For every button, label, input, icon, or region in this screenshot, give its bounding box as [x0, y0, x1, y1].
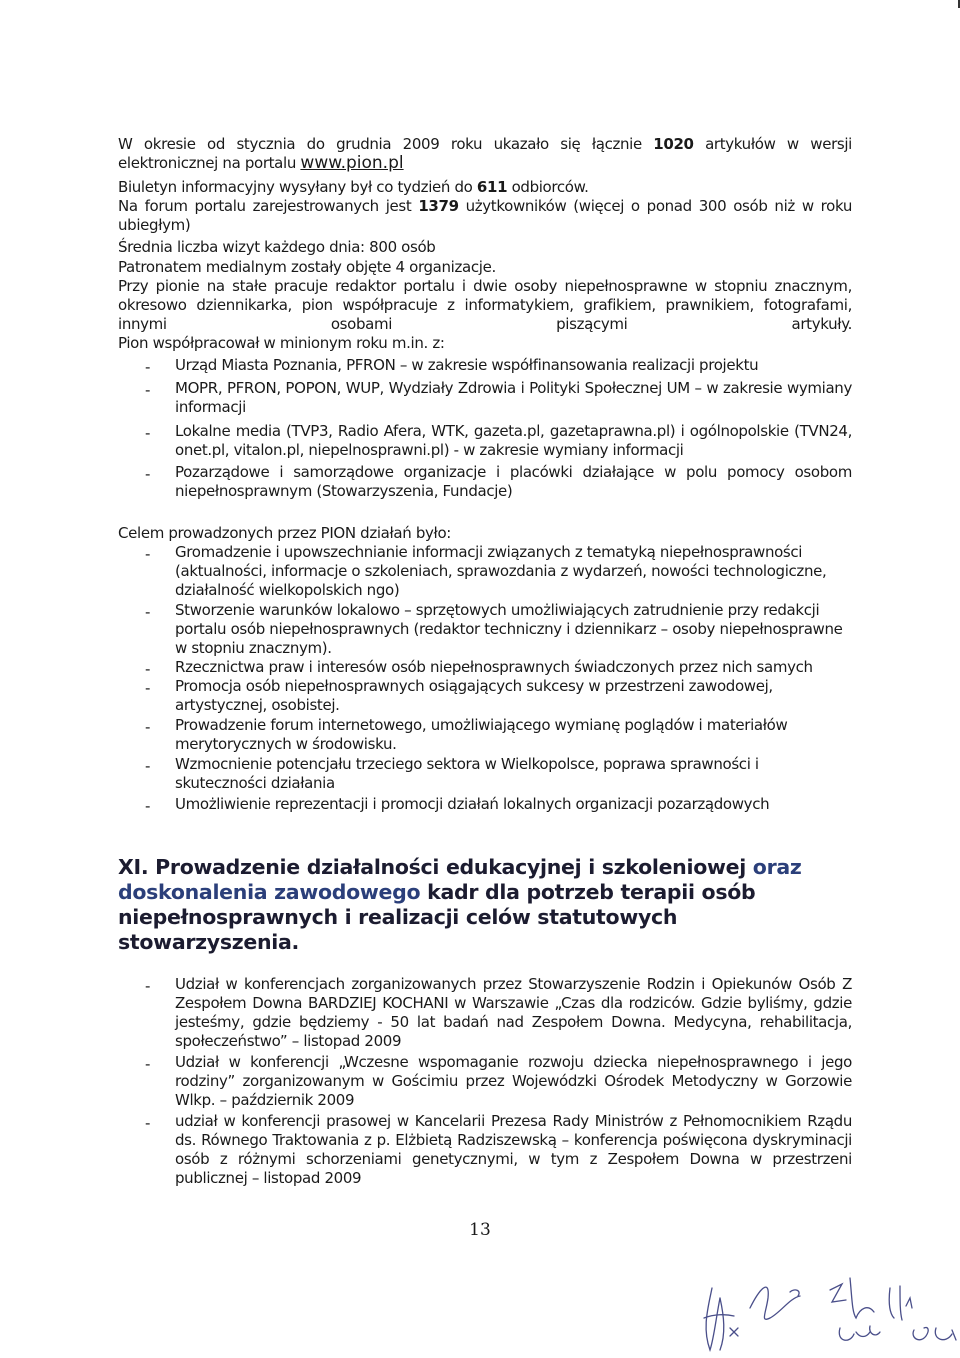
text: artykułów w wersji	[693, 135, 852, 153]
page-number: 13	[469, 1220, 491, 1240]
staff-paragraph: Przy pionie na stałe pracuje redaktor portalu i dwie osoby niepełnosprawne w stopniu znacznym, okresowo dziennikarka, pion współpracuje z informatykiem, grafikiem, prawnikiem, fotografami, innymi osobami piszącymi artykuły.	[118, 277, 852, 333]
text: Na forum portalu zarejestrowanych jest	[118, 197, 419, 215]
list-dash: -	[145, 977, 151, 995]
text: W okresie od stycznia do grudnia 2009 roku ukazało się łącznie	[118, 135, 654, 153]
heading-text: kadr dla potrzeb terapii osób niepełnosprawnych i realizacji celów statutowych stowarzyszenia.	[118, 880, 756, 954]
forum-users-count: 1379	[418, 197, 459, 215]
list-dash: -	[145, 797, 151, 815]
list-item: Urząd Miasta Poznania, PFRON – w zakresie współfinansowania realizacji projektu	[175, 356, 759, 374]
text: Biuletyn informacyjny wysyłany był co tydzień do	[118, 178, 477, 196]
portal-line	[118, 154, 404, 173]
text: użytkowników (więcej o ponad 300 osób niż w roku	[458, 197, 852, 215]
patronage-line: Patronatem medialnym zostały objęte 4 organizacje.	[118, 258, 496, 276]
list-item: udział w konferencji prasowej w Kancelarii Prezesa Rady Ministrów z Pełnomocnikiem Rządu ds. Równego Traktowania z p. Elżbietą Radziszewską – konferencja poświęcona dyskryminacji osób z różnymi schorzeniami genetycznymi, w tym z Zespołem Downa w przestrzeni publicznej – listopad 2009	[175, 1112, 852, 1187]
text: odbiorców.	[507, 178, 589, 196]
text: elektronicznej na portalu	[118, 154, 301, 172]
list-dash: -	[145, 603, 151, 621]
visits-line: Średnia liczba wizyt każdego dnia: 800 osób	[118, 238, 436, 256]
forum-line	[118, 197, 852, 235]
list-dash: -	[145, 660, 151, 678]
list-dash: -	[145, 545, 151, 563]
heading-highlight: oraz doskonalenia zawodowego	[118, 855, 802, 904]
portal-link[interactable]: www.pion.pl	[300, 153, 404, 173]
newsletter-count: 611	[476, 178, 508, 196]
list-item: Prowadzenie forum internetowego, umożliwiającego wymianę poglądów i materiałów merytorycznych w środowisku.	[175, 716, 788, 753]
list-item: Pozarządowe i samorządowe organizacje i placówki działające w polu pomocy osobom niepełnosprawnym (Stowarzyszenia, Fundacje)	[175, 463, 852, 500]
list-item: Umożliwienie reprezentacji i promocji działań lokalnych organizacji pozarządowych	[175, 795, 770, 813]
list-item: Lokalne media (TVP3, Radio Afera, WTK, gazeta.pl, gazetaprawna.pl) i ogólnopolskie (TVN24, onet.pl, vitalon.pl, niepelnosprawni.pl) - w zakresie wymiany informacji	[175, 422, 852, 459]
list-dash: -	[145, 1114, 151, 1132]
list-dash: -	[145, 358, 151, 376]
cooperation-intro: Pion współpracował w minionym roku m.in. z:	[118, 334, 445, 352]
list-item: Wzmocnienie potencjału trzeciego sektora w Wielkopolsce, poprawa sprawności i skuteczności działania	[175, 755, 759, 792]
section-heading	[118, 855, 863, 955]
goals-intro: Celem prowadzonych przez PION działań było:	[118, 524, 451, 542]
list-dash: -	[145, 424, 151, 442]
list-item: Udział w konferencjach zorganizowanych przez Stowarzyszenie Rodzin i Opiekunów Osób Z Zespołem Downa BARDZIEJ KOCHANI w Warszawie „Czas dla rodziców. Gdzie byliśmy, gdzie jesteśmy, gdzie będziemy - 50 lat badań nad Zespołem Downa. Medycyna, rehabilitacja, społeczeństwo” – listopad 2009	[175, 975, 852, 1050]
list-item: Gromadzenie i upowszechnianie informacji związanych z tematyką niepełnosprawności (aktualności, informacje o szkoleniach, sprawozdania z wydarzeń, nowości technologiczne, działalność wielkopolskich ngo)	[175, 543, 827, 599]
heading-text: XI. Prowadzenie działalności edukacyjnej i szkoleniowej	[118, 855, 753, 879]
list-item: Udział w konferencji „Wczesne wspomaganie rozwoju dziecka niepełnosprawnego i jego rodziny” zorganizowanym w Gościmiu przez Wojewódzki Ośrodek Metodyczny w Gorzowie Wlkp. – październik 2009	[175, 1053, 852, 1109]
list-dash: -	[145, 718, 151, 736]
list-item: Stworzenie warunków lokalowo – sprzętowych umożliwiających zatrudnienie przy redakcji portalu osób niepełnosprawnych (redaktor techniczny i dziennikarz – osoby niepełnosprawne w stopniu znacznym).	[175, 601, 843, 657]
list-item: Promocja osób niepełnosprawnych osiągających sukcesy w przestrzeni zawodowej, artystycznej, osobistej.	[175, 677, 773, 714]
list-dash: -	[145, 381, 151, 399]
list-dash: -	[145, 465, 151, 483]
list-item: Rzecznictwa praw i interesów osób niepełnosprawnych świadczonych przez nich samych	[175, 658, 813, 676]
list-dash: -	[145, 1055, 151, 1073]
handwritten-signature	[690, 1268, 960, 1358]
list-dash: -	[145, 757, 151, 775]
list-dash: -	[145, 679, 151, 697]
forum-line-2: ubiegłym)	[118, 216, 191, 234]
list-item: MOPR, PFRON, POPON, WUP, Wydziały Zdrowia i Polityki Społecznej UM – w zakresie wymiany informacji	[175, 379, 852, 416]
articles-count: 1020	[653, 135, 694, 153]
newsletter-line	[118, 178, 589, 197]
